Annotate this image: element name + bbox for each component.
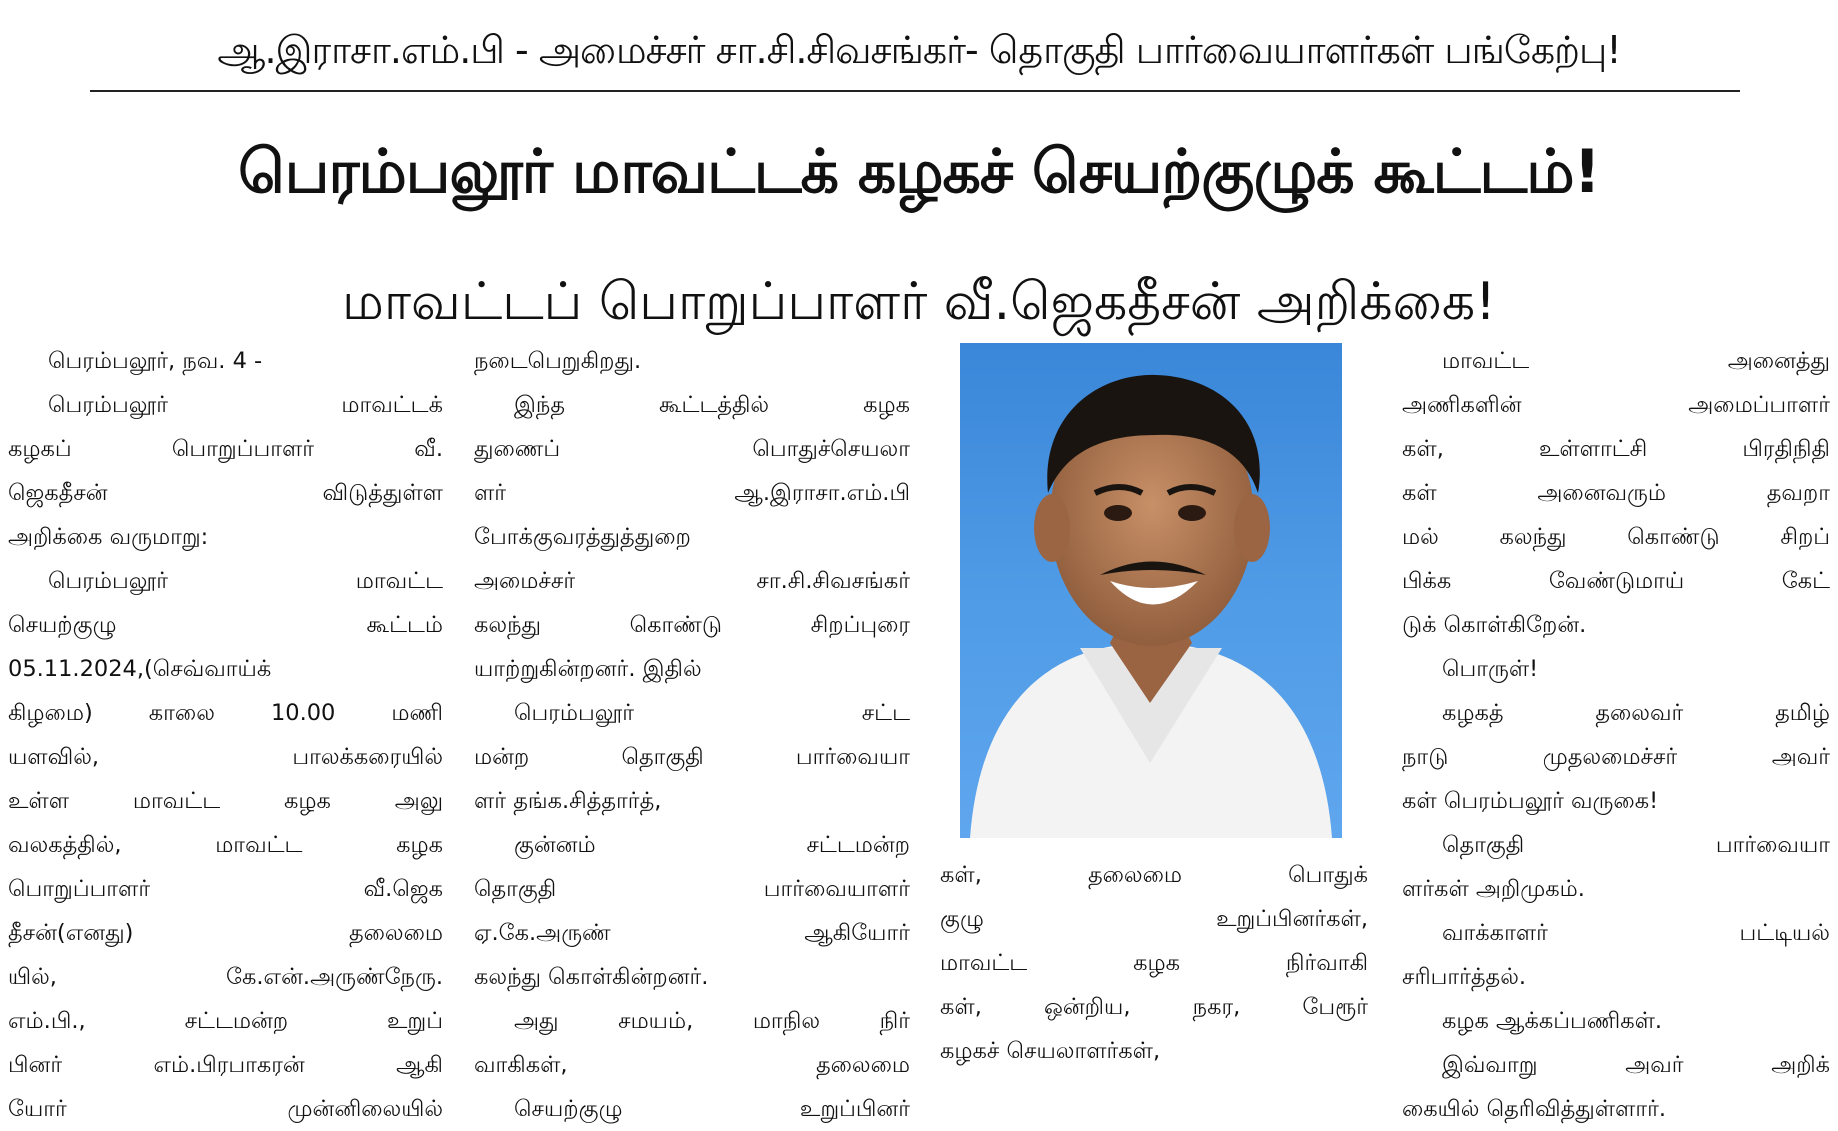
article-line: பிக்க வேண்டுமாய் கேட் [1402, 568, 1830, 594]
article-line: குன்னம் சட்டமன்ற [514, 832, 910, 858]
article-line: பொருள்! [1442, 656, 1539, 682]
article-line: துணைப் பொதுச்செயலா [474, 436, 910, 462]
article-line: கள் அனைவரும் தவறா [1402, 480, 1830, 506]
article-line: கழகப் பொறுப்பாளர் வீ. [8, 436, 443, 462]
article-line: யில், கே.என்.அருண்நேரு. [8, 964, 443, 990]
article-line: கள், ஒன்றிய, நகர, பேரூர் [940, 994, 1368, 1020]
sub-headline: மாவட்டப் பொறுப்பாளர் வீ.ஜெகதீசன் அறிக்கை! [342, 272, 1496, 332]
article-line: மன்ற தொகுதி பார்வையா [474, 744, 910, 770]
article-line: கழகத் தலைவர் தமிழ் [1442, 700, 1830, 726]
article-line: யளவில், பாலக்கரையில் [8, 744, 443, 770]
article-line: பெரம்பலூர், நவ. 4 - [48, 348, 263, 374]
article-line: அணிகளின் அமைப்பாளர் [1402, 392, 1830, 418]
article-line: சரிபார்த்தல். [1402, 964, 1527, 990]
article-line: கழகச் செயலாளர்கள், [940, 1038, 1161, 1064]
article-line: போக்குவரத்துத்துறை [474, 524, 691, 550]
article-line: டுக் கொள்கிறேன். [1402, 612, 1587, 638]
article-line: பினர் எம்.பிரபாகரன் ஆகி [8, 1052, 443, 1078]
article-line: குழு உறுப்பினர்கள், [940, 906, 1368, 932]
article-line: பெரம்பலூர் மாவட்டக் [48, 392, 443, 418]
article-line: மாவட்ட கழக நிர்வாகி [940, 950, 1368, 976]
article-line: எம்.பி., சட்டமன்ற உறுப் [8, 1008, 443, 1034]
article-line: கள், உள்ளாட்சி பிரதிநிதி [1402, 436, 1830, 462]
article-line: கழக ஆக்கப்பணிகள். [1442, 1008, 1663, 1034]
article-line: அது சமயம், மாநில நிர் [514, 1008, 910, 1034]
article-line: யோர் முன்னிலையில் [8, 1096, 443, 1122]
article-line: ளர் தங்க.சித்தார்த், [474, 788, 662, 814]
article-line: நடைபெறுகிறது. [474, 348, 642, 374]
divider-rule [90, 90, 1740, 92]
article-line: ளர்கள் அறிமுகம். [1402, 876, 1585, 902]
article-line: 05.11.2024,(செவ்வாய்க் [8, 656, 272, 682]
main-headline: பெரம்பலூர் மாவட்டக் கழகச் செயற்குழுக் கூட்டம்! [238, 137, 1600, 207]
article-line: நாடு முதலமைச்சர் அவர் [1402, 744, 1830, 770]
article-line: தொகுதி பார்வையா [1442, 832, 1830, 858]
article-column-2 [474, 339, 910, 1131]
article-line: இவ்வாறு அவர் அறிக் [1442, 1052, 1830, 1078]
article-column-4 [1402, 339, 1830, 1131]
article-line: செயற்குழு கூட்டம் [8, 612, 443, 638]
article-line: ளர் ஆ.இராசா.எம்.பி [474, 480, 910, 506]
article-line: கலந்து கொண்டு சிறப்புரை [474, 612, 910, 638]
article-line: வாக்காளர் பட்டியல் [1442, 920, 1830, 946]
article-line: அமைச்சர் சா.சி.சிவசங்கர் [474, 568, 910, 594]
article-column-3 [940, 853, 1368, 1073]
article-line: உள்ள மாவட்ட கழக அலு [8, 788, 443, 814]
article-line: பெரம்பலூர் சட்ட [514, 700, 910, 726]
portrait-photo [960, 343, 1342, 838]
article-line: கிழமை) காலை 10.00 மணி [8, 700, 443, 726]
article-line: வலகத்தில், மாவட்ட கழக [8, 832, 443, 858]
article-line: யாற்றுகின்றனர். இதில் [474, 656, 702, 682]
article-line: ஜெகதீசன் விடுத்துள்ள [8, 480, 443, 506]
article-line: கள் பெரம்பலூர் வருகை! [1402, 788, 1659, 814]
article-line: வாகிகள், தலைமை [474, 1052, 910, 1078]
article-line: தொகுதி பார்வையாளர் [474, 876, 910, 902]
article-line: இந்த கூட்டத்தில் கழக [514, 392, 910, 418]
article-line: பொறுப்பாளர் வீ.ஜெக [8, 876, 443, 902]
article-line: தீசன்(எனது) தலைமை [8, 920, 443, 946]
kicker-headline: ஆ.இராசா.எம்.பி - அமைச்சர் சா.சி.சிவசங்கர்- தொகுதி பார்வையாளர்கள் பங்கேற்பு! [217, 28, 1621, 72]
article-line: மாவட்ட அனைத்து [1442, 348, 1830, 374]
article-line: பெரம்பலூர் மாவட்ட [48, 568, 443, 594]
article-line: செயற்குழு உறுப்பினர் [514, 1096, 910, 1122]
portrait-image [960, 343, 1342, 838]
article-line: ஏ.கே.அருண் ஆகியோர் [474, 920, 910, 946]
article-line: கள், தலைமை பொதுக் [940, 862, 1368, 888]
article-column-1 [8, 339, 443, 1131]
article-line: கையில் தெரிவித்துள்ளார். [1402, 1096, 1667, 1122]
article-line: அறிக்கை வருமாறு: [8, 524, 209, 550]
article-line: கலந்து கொள்கின்றனர். [474, 964, 709, 990]
article-line: மல் கலந்து கொண்டு சிறப் [1402, 524, 1830, 550]
